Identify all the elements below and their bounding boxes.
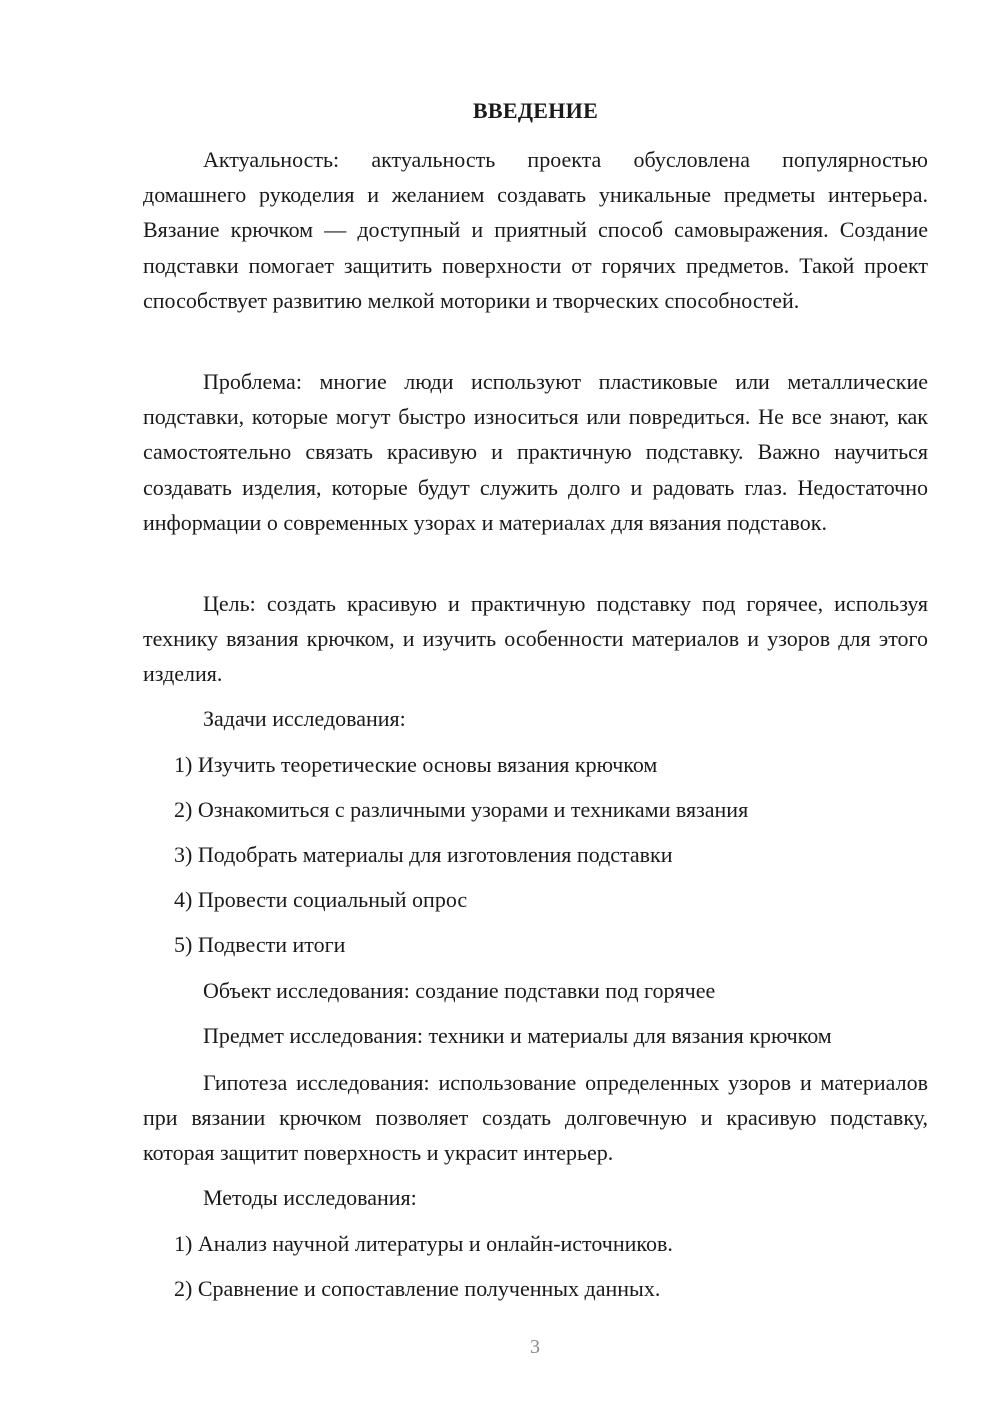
task-item: 3) Подобрать материалы для изготовления подставки [174, 842, 673, 867]
method-item: 1) Анализ научной литературы и онлайн-источников. [174, 1231, 673, 1256]
task-item: 4) Провести социальный опрос [174, 887, 468, 912]
hypothesis-paragraph: Гипотеза исследования: использование определенных узоров и материалов при вязании крючком позволяет создать долговечную и красивую подставку, которая защитит поверхность и украсит интерьер. [143, 1070, 928, 1166]
goal-paragraph: Цель: создать красивую и практичную подставку под горячее, используя технику вязания крючком, и изучить особенности материалов и узоров для этого изделия. [143, 591, 928, 687]
problem-paragraph: Проблема: многие люди используют пластиковые или металлические подставки, которые могут быстро износиться или повредиться. Не все знают, как самостоятельно связать красивую и практичную подставку. Важно научиться создавать изделия, которые будут служить долго и радовать глаз. Недостаточно информации о современных узорах и материалах для вязания подставок. [143, 369, 928, 535]
research-subject: Предмет исследования: техники и материалы для вязания крючком [203, 1023, 832, 1048]
methods-heading: Методы исследования: [203, 1185, 417, 1210]
relevance-paragraph: Актуальность: актуальность проекта обусловлена популярностью домашнего рукоделия и желанием создавать уникальные предметы интерьера. Вязание крючком — доступный и приятный способ самовыражения. Создание подставки помогает защитить поверхности от горячих предметов. Такой проект способствует развитию мелкой моторики и творческих способностей. [143, 147, 928, 313]
task-item: 2) Ознакомиться с различными узорами и техниками вязания [174, 797, 749, 822]
research-object: Объект исследования: создание подставки под горячее [203, 978, 716, 1003]
method-item: 2) Сравнение и сопоставление полученных данных. [174, 1276, 661, 1301]
page-number: 3 [530, 1336, 540, 1358]
page-title: ВВЕДЕНИЕ [472, 98, 599, 123]
task-item: 1) Изучить теоретические основы вязания крючком [174, 752, 658, 777]
tasks-heading: Задачи исследования: [203, 706, 406, 731]
task-item: 5) Подвести итоги [174, 932, 346, 957]
